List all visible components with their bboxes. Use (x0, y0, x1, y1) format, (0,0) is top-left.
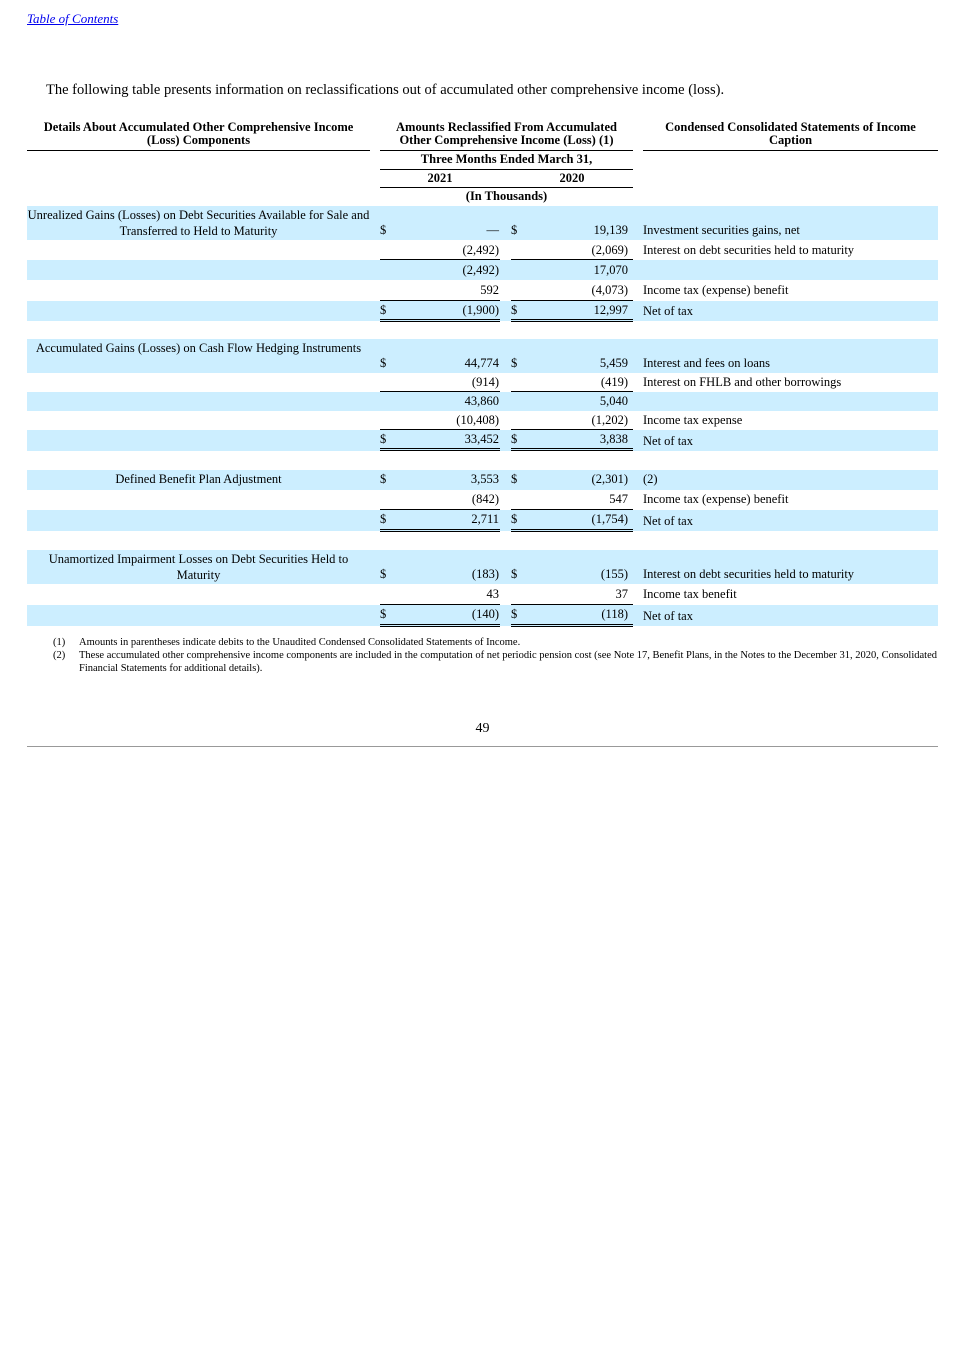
value-2021: (183) (471, 567, 499, 581)
value-2020: 19,139 (593, 223, 628, 237)
value-2021: 43 (486, 587, 499, 601)
table-row (27, 206, 938, 240)
value-2021: (10,408) (456, 413, 499, 427)
caption: Interest and fees on loans (643, 356, 771, 370)
currency-symbol: $ (511, 607, 518, 621)
total-double-rule (380, 529, 500, 532)
total-double-rule (511, 319, 633, 322)
value-2021: (2,492) (462, 263, 499, 277)
value-2020: 3,838 (599, 432, 628, 446)
table-of-contents-link[interactable]: Table of Contents (27, 11, 119, 26)
value-2020: (1,202) (591, 413, 628, 427)
header-year-2020: 2020 (559, 171, 585, 185)
currency-symbol: $ (511, 472, 518, 486)
page-bottom-rule (27, 746, 938, 747)
total-double-rule (380, 448, 500, 451)
value-2021: — (486, 223, 499, 237)
value-2020: (155) (600, 567, 628, 581)
caption: Income tax benefit (643, 587, 737, 601)
table-row (27, 470, 938, 490)
header-amounts-rule (380, 150, 633, 151)
caption: Interest on FHLB and other borrowings (643, 375, 842, 389)
value-2020: (1,754) (591, 512, 628, 526)
intro-text: The following table presents information on reclassifications out of accumulated other comprehensive income (loss). (46, 82, 725, 98)
caption: Income tax (expense) benefit (643, 492, 789, 506)
caption: Income tax expense (643, 413, 743, 427)
caption: Net of tax (643, 434, 693, 448)
currency-symbol: $ (380, 356, 387, 370)
caption: Net of tax (643, 304, 693, 318)
page-number: 49 (475, 721, 490, 736)
value-2021: (1,900) (462, 303, 499, 317)
header-units: (In Thousands) (465, 189, 548, 203)
total-double-rule (511, 448, 633, 451)
value-2020: 37 (615, 587, 628, 601)
currency-symbol: $ (380, 223, 387, 237)
value-2020: (4,073) (591, 283, 628, 297)
currency-symbol: $ (380, 607, 387, 621)
value-2020: (118) (601, 607, 628, 621)
currency-symbol: $ (511, 223, 518, 237)
currency-symbol: $ (511, 303, 518, 317)
table-row (27, 260, 938, 280)
caption: Interest on debt securities held to maturity (643, 243, 855, 257)
total-double-rule (511, 529, 633, 532)
caption: Interest on debt securities held to maturity (643, 567, 855, 581)
table-row (27, 373, 938, 392)
currency-symbol: $ (380, 432, 387, 446)
currency-symbol: $ (380, 567, 387, 581)
header-period: Three Months Ended March 31, (420, 152, 593, 166)
section-label: Defined Benefit Plan Adjustment (115, 472, 282, 486)
header-components-rule (27, 150, 370, 151)
caption: (2) (643, 472, 658, 486)
header-year-rule (380, 187, 633, 188)
value-2021: 3,553 (470, 472, 499, 486)
value-2021: 33,452 (464, 432, 499, 446)
value-2020: (419) (600, 375, 628, 389)
footnote-mark: (2) (53, 650, 66, 661)
table-row (27, 240, 938, 260)
section-label: Accumulated Gains (Losses) on Cash Flow Hedging Instruments (35, 341, 362, 355)
table-row (27, 280, 938, 301)
value-2021: 2,711 (471, 512, 499, 526)
value-2020: 547 (609, 492, 628, 506)
value-2020: 12,997 (593, 303, 628, 317)
header-amounts: Amounts Reclassified From Accumulated Other Comprehensive Income (Loss) (1) (396, 120, 617, 147)
table-row (27, 339, 938, 373)
table-row (27, 301, 938, 321)
header-caption-rule (643, 150, 938, 151)
currency-symbol: $ (511, 432, 518, 446)
caption: Net of tax (643, 514, 693, 528)
caption: Investment securities gains, net (643, 223, 800, 237)
currency-symbol: $ (511, 356, 518, 370)
currency-symbol: $ (511, 512, 518, 526)
value-2020: (2,069) (591, 243, 628, 257)
value-2021: (2,492) (462, 243, 499, 257)
table-row (27, 584, 938, 605)
table-row (27, 605, 938, 626)
header-period-rule (380, 169, 633, 170)
caption: Net of tax (643, 609, 693, 623)
value-2021: (914) (471, 375, 499, 389)
footnote-text: Amounts in parentheses indicate debits to the Unaudited Condensed Consolidated Statements of Income. (79, 637, 521, 648)
total-double-rule (380, 624, 500, 627)
value-2021: (140) (471, 607, 499, 621)
value-2020: 17,070 (593, 263, 628, 277)
value-2021: 44,774 (464, 356, 499, 370)
section-label: Unamortized Impairment Losses on Debt Securities Held to Maturity (48, 552, 349, 582)
table-row (27, 490, 938, 510)
value-2020: 5,459 (599, 356, 628, 370)
total-double-rule (511, 624, 633, 627)
footnote-text: These accumulated other comprehensive income components are included in the computation of net periodic pension cost (see Note 17, Benefit Plans, in the Notes to the December 31, 2020, Consolidated Financial Statements for additional details). (79, 650, 937, 674)
value-2021: 43,860 (464, 394, 499, 408)
caption: Income tax (expense) benefit (643, 283, 789, 297)
header-caption: Condensed Consolidated Statements of Income Caption (665, 120, 916, 147)
currency-symbol: $ (511, 567, 518, 581)
table-row (27, 550, 938, 584)
currency-symbol: $ (380, 512, 387, 526)
header-year-2021: 2021 (427, 171, 453, 185)
value-2021: 592 (480, 283, 499, 297)
value-2020: 5,040 (599, 394, 628, 408)
value-2020: (2,301) (591, 472, 628, 486)
table-row (27, 411, 938, 430)
total-double-rule (380, 319, 500, 322)
table-row (27, 392, 938, 411)
header-components: Details About Accumulated Other Comprehensive Income (Loss) Components (43, 120, 354, 147)
table-row (27, 510, 938, 531)
currency-symbol: $ (380, 303, 387, 317)
value-2021: (842) (471, 492, 499, 506)
currency-symbol: $ (380, 472, 387, 486)
footnote-mark: (1) (53, 637, 66, 648)
section-label: Unrealized Gains (Losses) on Debt Securities Available for Sale and Transferred to Held to Maturity (27, 208, 370, 238)
